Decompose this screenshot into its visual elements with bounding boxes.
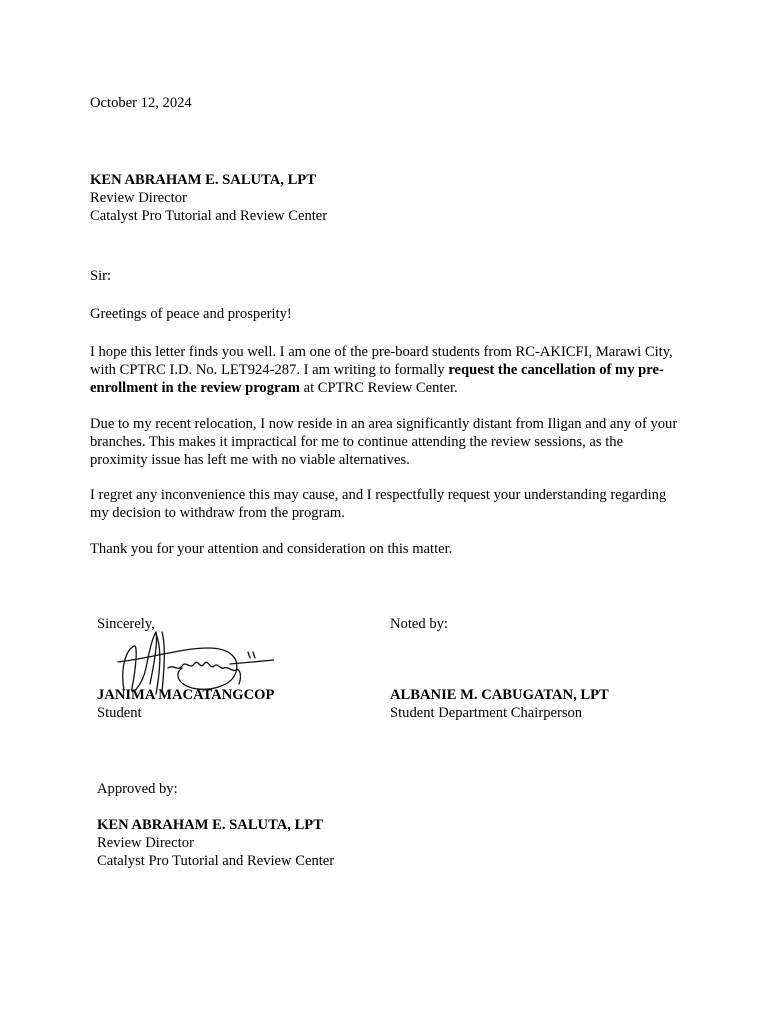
paragraph-1-start: I hope this letter finds you well. I am one of the pre-board students from RC-AKICFI, Marawi City, with CPTRC I.D. No. LET924-287. I am writing to formally <box>90 344 673 378</box>
closing-noted-by <box>390 615 670 722</box>
noted-by-title: Student Department Chairperson <box>390 705 583 721</box>
recipient-position: Review Director <box>90 190 187 206</box>
approver-position: Review Director <box>97 835 194 851</box>
approved-by-label: Approved by: <box>97 781 178 797</box>
body-paragraph-1 <box>90 343 680 397</box>
paragraph-2-text: Due to my recent relocation, I now reside in an area significantly distant from Iligan and any of your branches. This makes it impractical for me to continue attending the review sessions, as the proximity issue has left me with no viable alternatives. <box>90 416 678 468</box>
approver-name: KEN ABRAHAM E. SALUTA, LPT <box>97 817 323 833</box>
paragraph-4-text: Thank you for your attention and consideration on this matter. <box>90 541 453 557</box>
sender-title: Student <box>97 705 142 721</box>
noted-by-name: ALBANIE M. CABUGATAN, LPT <box>390 687 609 703</box>
salutation: Sir: <box>90 268 112 284</box>
sender-name: JANIMA MACATANGCOP <box>97 687 275 703</box>
approval-block <box>97 780 417 870</box>
recipient-name: KEN ABRAHAM E. SALUTA, LPT <box>90 172 316 188</box>
approver-organization: Catalyst Pro Tutorial and Review Center <box>97 853 335 869</box>
signature-icon <box>112 628 274 700</box>
body-paragraph-2 <box>90 415 680 469</box>
paragraph-1-emphasis: request the cancellation of my pre-enrollment in the review program <box>90 362 664 396</box>
greeting: Greetings of peace and prosperity! <box>90 306 292 322</box>
body-paragraph-3 <box>90 486 680 522</box>
closing-label: Sincerely, <box>97 616 155 632</box>
recipient-organization: Catalyst Pro Tutorial and Review Center <box>90 208 328 224</box>
body-paragraph-4 <box>90 540 680 558</box>
paragraph-3-text: I regret any inconvenience this may cause, and I respectfully request your understanding regarding my decision to withdraw from the program. <box>90 487 667 521</box>
letter-date: October 12, 2024 <box>90 95 192 111</box>
paragraph-1-end: at CPTRC Review Center. <box>299 380 458 396</box>
recipient-block <box>90 171 327 225</box>
noted-by-label: Noted by: <box>390 616 448 632</box>
